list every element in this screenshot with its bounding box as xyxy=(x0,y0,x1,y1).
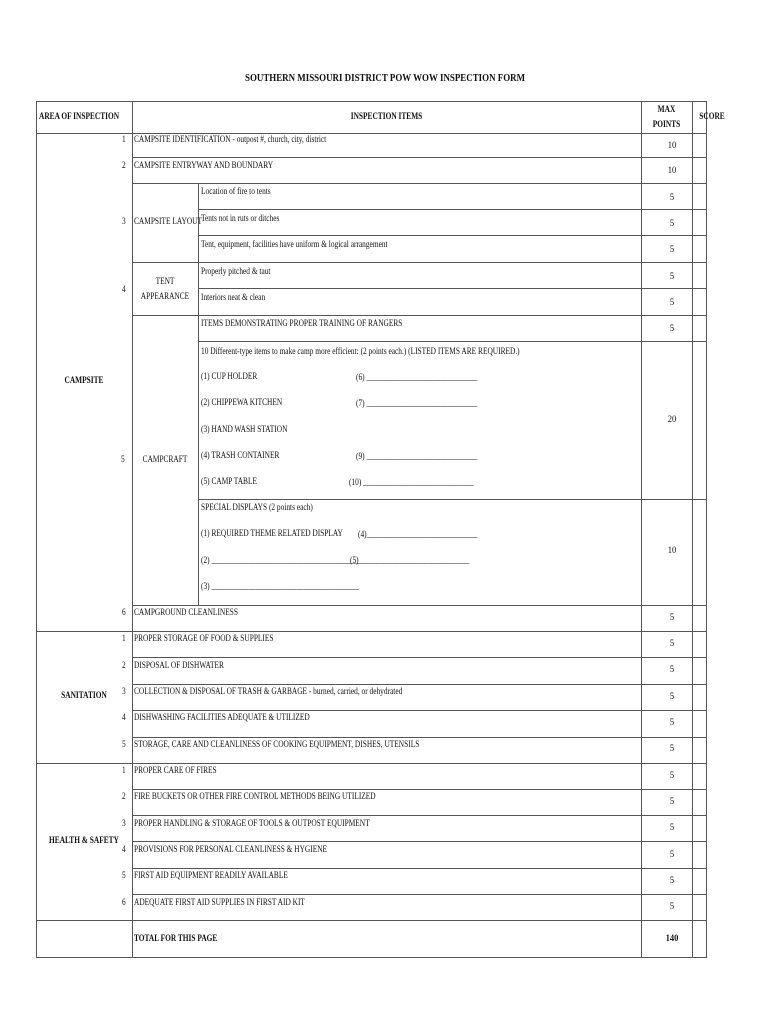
max-points: 5 xyxy=(669,823,675,833)
max-points: 5 xyxy=(669,771,675,781)
max-points: 5 xyxy=(669,272,675,282)
blank-line: (6) ______________________________ xyxy=(356,372,478,382)
max-points: 5 xyxy=(669,692,675,702)
row-number: 4 xyxy=(122,284,126,294)
max-points: 10 xyxy=(667,166,677,176)
header-items: INSPECTION ITEMS xyxy=(350,111,423,121)
row-label: CAMPSITE LAYOUT xyxy=(134,216,203,226)
list-item: (5) CAMP TABLE xyxy=(201,476,258,486)
row-label: PROPER CARE OF FIRES xyxy=(134,765,217,775)
row-number: 3 xyxy=(122,818,126,828)
max-points: 5 xyxy=(669,665,675,675)
blank-line: (7) ______________________________ xyxy=(356,398,478,408)
sub-item: Location of fire to tents xyxy=(201,186,271,196)
form-title: SOUTHERN MISSOURI DISTRICT POW WOW INSPECTION FORM xyxy=(244,73,526,84)
list-item: (4) TRASH CONTAINER xyxy=(201,450,280,460)
sub-item: Properly pitched & taut xyxy=(201,266,271,276)
max-points: 20 xyxy=(667,415,677,425)
max-points: 5 xyxy=(669,219,675,229)
row-label: PROPER STORAGE OF FOOD & SUPPLIES xyxy=(134,633,274,643)
row-number: 3 xyxy=(122,686,126,696)
blank-line: (10) ______________________________ xyxy=(349,477,474,487)
max-points: 5 xyxy=(669,744,675,754)
list-item: (1) CUP HOLDER xyxy=(201,371,258,381)
row-number: 2 xyxy=(122,160,126,170)
row-number: 4 xyxy=(122,712,126,722)
sub-item: Tent, equipment, facilities have uniform & logical arrangement xyxy=(201,239,388,249)
row-label: DISHWASHING FACILITIES ADEQUATE & UTILIZED xyxy=(134,712,310,722)
row-number: 5 xyxy=(122,870,126,880)
max-points: 5 xyxy=(669,902,675,912)
total-label: TOTAL FOR THIS PAGE xyxy=(134,933,218,943)
row-number: 6 xyxy=(122,897,126,907)
row-number: 5 xyxy=(122,739,126,749)
max-points: 5 xyxy=(669,324,675,334)
header-max: MAX xyxy=(657,104,676,114)
row-label: ADEQUATE FIRST AID SUPPLIES IN FIRST AID KIT xyxy=(134,897,305,907)
row-label: PROPER HANDLING & STORAGE OF TOOLS & OUTPOST EQUIPMENT xyxy=(134,818,370,828)
sub-item: 10 Different-type items to make camp more efficient: (2 points each.) (LISTED ITEMS ARE REQUIRED.) xyxy=(201,346,520,356)
max-points: 10 xyxy=(667,141,677,151)
max-points: 10 xyxy=(667,546,677,556)
max-points: 5 xyxy=(669,797,675,807)
row-number: 1 xyxy=(122,134,126,144)
header-area: AREA OF INSPECTION xyxy=(39,111,120,121)
row-label: COLLECTION & DISPOSAL OF TRASH & GARBAGE - burned, carried, or dehydrated xyxy=(134,686,403,696)
row-label: PROVISIONS FOR PERSONAL CLEANLINESS & HYGIENE xyxy=(134,844,328,854)
max-points: 5 xyxy=(669,613,675,623)
blank-line: (5)______________________________ xyxy=(350,555,470,565)
row-label: CAMPGROUND CLEANLINESS xyxy=(134,607,238,617)
sub-item: ITEMS DEMONSTRATING PROPER TRAINING OF RANGERS xyxy=(201,318,403,328)
blank-line: (3) ________________________________________ xyxy=(201,581,360,591)
max-points: 5 xyxy=(669,245,675,255)
row-label: FIRST AID EQUIPMENT READILY AVAILABLE xyxy=(134,870,288,880)
row-label: CAMPSITE ENTRYWAY AND BOUNDARY xyxy=(134,160,274,170)
row-number: 6 xyxy=(122,607,126,617)
sub-item: SPECIAL DISPLAYS (2 points each) xyxy=(201,502,313,512)
row-number: 1 xyxy=(122,765,126,775)
row-label: STORAGE, CARE AND CLEANLINESS OF COOKING EQUIPMENT, DISHES, UTENSILS xyxy=(134,739,420,749)
blank-line: (4)______________________________ xyxy=(358,529,478,539)
row-label: TENT xyxy=(155,276,175,286)
max-points: 5 xyxy=(669,850,675,860)
max-points: 5 xyxy=(669,876,675,886)
blank-line: (9) ______________________________ xyxy=(356,451,478,461)
blank-line: (2) ________________________________________ xyxy=(201,555,360,565)
row-label: CAMPSITE IDENTIFICATION - outpost #, church, city, district xyxy=(134,134,327,144)
max-points: 5 xyxy=(669,193,675,203)
row-label: DISPOSAL OF DISHWATER xyxy=(134,660,224,670)
header-score: SCORE xyxy=(699,111,725,121)
list-item: (3) HAND WASH STATION xyxy=(201,424,288,434)
area-campsite: CAMPSITE xyxy=(64,375,104,385)
row-number: 2 xyxy=(122,660,126,670)
max-points: 5 xyxy=(669,298,675,308)
sub-item: Tents not in ruts or ditches xyxy=(201,213,280,223)
row-number: 3 xyxy=(122,216,126,226)
row-label: FIRE BUCKETS OR OTHER FIRE CONTROL METHODS BEING UTILIZED xyxy=(134,791,376,801)
row-label: CAMPCRAFT xyxy=(142,454,188,464)
area-sanitation: SANITATION xyxy=(61,690,107,700)
row-number: 5 xyxy=(121,454,125,464)
list-item: (2) CHIPPEWA KITCHEN xyxy=(201,397,283,407)
area-health-safety: HEALTH & SAFETY xyxy=(49,835,119,845)
row-number: 4 xyxy=(122,844,126,854)
row-number: 2 xyxy=(122,791,126,801)
row-number: 1 xyxy=(122,633,126,643)
max-points: 5 xyxy=(669,718,675,728)
sub-item: Interiors neat & clean xyxy=(201,292,266,302)
list-item: (1) REQUIRED THEME RELATED DISPLAY xyxy=(201,528,343,538)
row-label: APPEARANCE xyxy=(140,291,190,301)
total-points: 140 xyxy=(665,934,679,944)
header-points: POINTS xyxy=(652,119,681,129)
max-points: 5 xyxy=(669,639,675,649)
